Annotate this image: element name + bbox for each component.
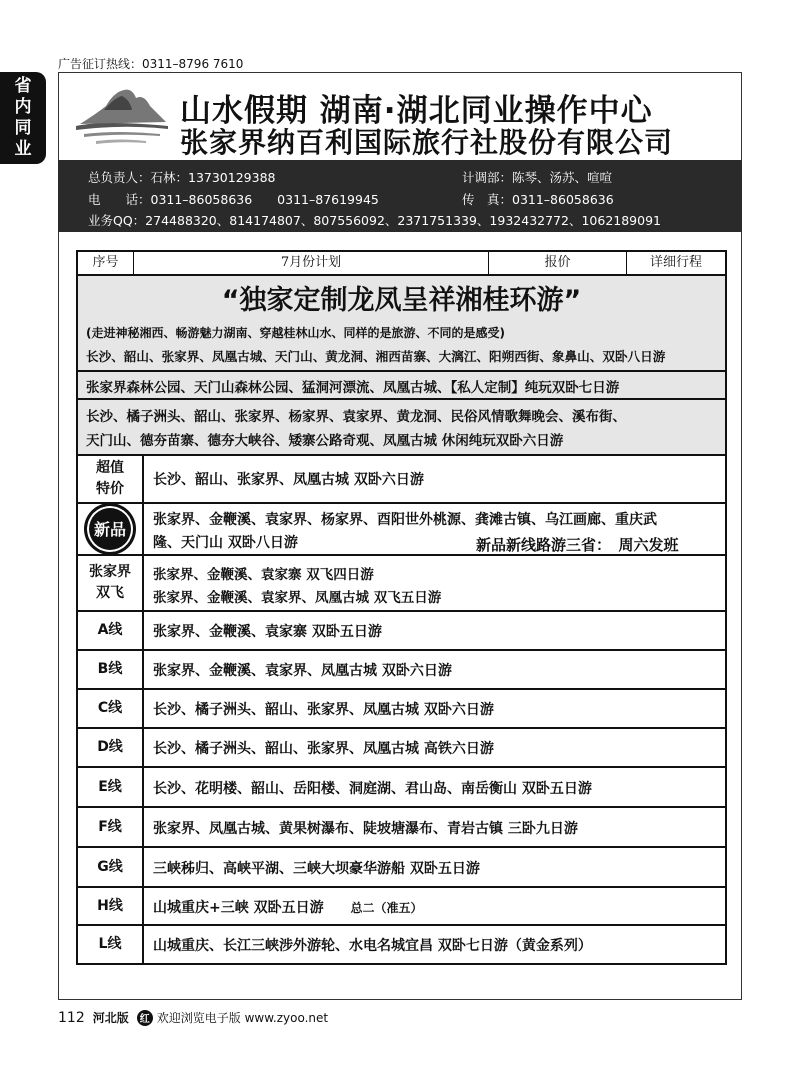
row-label: L线: [78, 926, 144, 963]
table-row: [78, 456, 725, 504]
row-label: A线: [78, 612, 144, 649]
manager-info: 总负责人：石林：13730129388: [88, 170, 276, 185]
dispatch-info: 计调部：陈琴、汤苏、喧喧: [462, 170, 613, 185]
row-route: 长沙、花明楼、韶山、岳阳楼、洞庭湖、君山岛、南岳衡山 双卧五日游: [153, 781, 592, 797]
agency-title: 山水假期 湖南·湖北同业操作中心: [180, 93, 653, 129]
table-row: [78, 504, 725, 556]
section-tab-char: 内: [14, 97, 32, 117]
band-tour: [78, 372, 725, 400]
row-route: 张家界、金鞭溪、袁家寨 双飞四日游: [153, 567, 374, 583]
header-price: 报价: [489, 252, 627, 274]
page-footer: [58, 1009, 328, 1026]
row-route: [153, 897, 423, 917]
table-row: [78, 888, 725, 926]
section-tab-char: 同: [14, 118, 32, 138]
row-route: 隆、天门山 双卧八日游: [153, 535, 298, 551]
table-row: [78, 848, 725, 888]
new-product-badge-icon: [84, 503, 136, 555]
band-tour: [78, 400, 725, 456]
row-route: 三峡秭归、高峡平湖、三峡大坝豪华游船 双卧五日游: [153, 861, 480, 877]
table-row: [78, 729, 725, 768]
tour-table: [76, 250, 727, 965]
feature-route: 长沙、韶山、张家界、凤凰古城、天门山、黄龙洞、湘西苗寨、大漓江、阳朔西街、象鼻山、双卧八日游: [86, 349, 666, 364]
row-route: 张家界、凤凰古城、黄果树瀑布、陡坡塘瀑布、青岩古镇 三卧九日游: [153, 821, 578, 837]
row-route: 张家界、金鞭溪、袁家界、杨家界、酉阳世外桃源、龚滩古镇、乌江画廊、重庆武: [153, 512, 657, 528]
page-number: 112: [58, 1009, 85, 1026]
table-row: [78, 690, 725, 729]
row-note: 总二（准五）: [350, 901, 423, 915]
row-route: 张家界、金鞭溪、袁家寨 双卧五日游: [153, 624, 382, 640]
phone-info: 电 话：0311–86058636 0311–87619945: [88, 192, 379, 207]
table-row: [78, 612, 725, 651]
band-route: 张家界森林公园、天门山森林公园、猛洞河漂流、凤凰古城、【私人定制】纯玩双卧七日游: [86, 380, 620, 396]
row-label: [78, 504, 144, 554]
row-label: E线: [78, 768, 144, 806]
feature-tour: [78, 276, 725, 372]
row-route: 长沙、橘子洲头、韶山、张家界、凤凰古城 双卧六日游: [153, 702, 494, 718]
section-tab-char: 业: [14, 139, 32, 159]
section-tab: [0, 72, 46, 164]
header-itinerary: 详细行程: [649, 255, 702, 270]
row-label: H线: [78, 888, 144, 924]
mountain-cloud-logo-icon: [74, 84, 170, 150]
row-route: 山城重庆、长江三峡涉外游轮、水电名城宜昌 双卧七日游（黄金系列）: [153, 938, 592, 954]
row-label: G线: [78, 848, 144, 886]
brand-badge-icon: 红: [137, 1010, 153, 1026]
table-row: [78, 556, 725, 612]
fax-info: 传 真：0311–86058636: [462, 192, 614, 207]
row-label: C线: [78, 690, 144, 727]
new-route-promo: 新品新线路游三省： 周六发班: [476, 536, 679, 554]
row-label: D线: [78, 729, 144, 766]
table-row: [78, 651, 725, 690]
row-label: 张家界 双飞: [78, 556, 144, 610]
edition-label: 河北版: [92, 1011, 129, 1025]
row-label: 超值 特价: [78, 456, 144, 502]
header-no: 序号: [78, 252, 134, 274]
footer-link: 欢迎浏览电子版 www.zyoo.net: [156, 1011, 329, 1025]
band-route: 天门山、德夯苗寨、德夯大峡谷、矮寨公路奇观、凤凰古城 休闲纯玩双卧六日游: [86, 433, 564, 449]
row-route: 张家界、金鞭溪、袁家界、凤凰古城 双飞五日游: [153, 590, 442, 606]
row-route-text: 山城重庆+三峡 双卧五日游: [153, 900, 324, 916]
table-row: [78, 768, 725, 808]
company-name: 张家界纳百利国际旅行社股份有限公司: [180, 126, 674, 159]
band-route: 长沙、橘子洲头、韶山、张家界、杨家界、袁家界、黄龙洞、民俗风情歌舞晚会、溪布街、: [86, 409, 626, 425]
header-plan: 7月份计划: [134, 252, 489, 274]
row-label: F线: [78, 808, 144, 846]
row-label: B线: [78, 651, 144, 688]
feature-subtitle: (走进神秘湘西、畅游魅力湖南、穿越桂林山水、同样的是旅游、不同的是感受): [86, 326, 505, 340]
feature-title: “独家定制龙凤呈祥湘桂环游”: [221, 285, 582, 316]
contact-bar: [58, 160, 742, 232]
ad-hotline: 广告征订热线：0311–8796 7610: [58, 57, 244, 71]
table-row: [78, 808, 725, 848]
row-route: 长沙、韶山、张家界、凤凰古城 双卧六日游: [153, 472, 424, 488]
section-tab-char: 省: [14, 76, 32, 96]
row-route: 长沙、橘子洲头、韶山、张家界、凤凰古城 高铁六日游: [153, 741, 494, 757]
table-row: [78, 926, 725, 965]
badge-text: 新品: [93, 519, 126, 539]
qq-info: 业务QQ：274488320、814174807、807556092、2371751339、1932432772、1062189091: [88, 213, 661, 228]
table-header: [78, 252, 725, 276]
row-route: 张家界、金鞭溪、袁家界、凤凰古城 双卧六日游: [153, 663, 452, 679]
